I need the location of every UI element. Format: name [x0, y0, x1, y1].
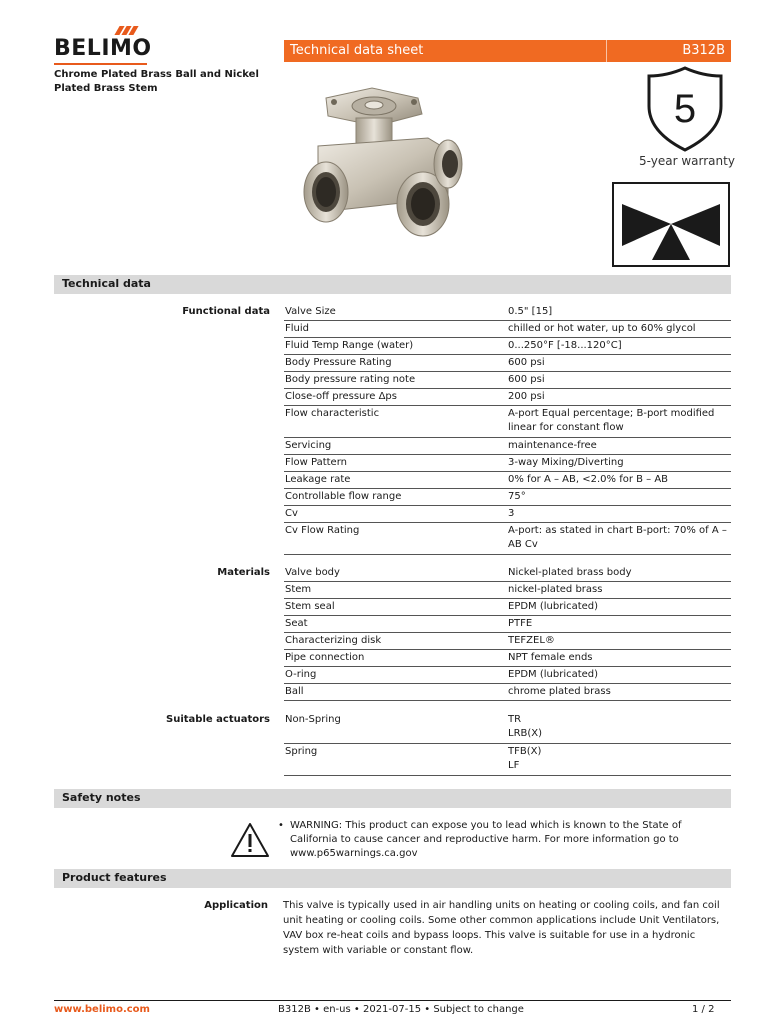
row-values	[508, 745, 732, 773]
section-title: Safety notes	[62, 791, 141, 804]
footer-divider	[54, 1000, 731, 1001]
row-value: PTFE	[508, 618, 533, 629]
valve-product-image	[298, 86, 468, 238]
table-row	[284, 405, 731, 438]
row-label: Body pressure rating note	[285, 374, 416, 385]
row-value: TEFZEL®	[508, 635, 555, 646]
page-number: 1 / 2	[692, 1004, 715, 1015]
belimo-logo	[54, 26, 150, 66]
footer-url-link[interactable]: www.belimo.com	[54, 1004, 150, 1015]
row-label: Spring	[285, 746, 318, 757]
table-row	[284, 522, 731, 555]
table-row	[284, 337, 731, 355]
table-row	[284, 471, 731, 489]
section-title: Product features	[62, 871, 167, 884]
table-row	[284, 454, 731, 472]
row-label: Non-Spring	[285, 714, 341, 725]
table-row	[284, 303, 731, 321]
row-value: LRB(X)	[508, 728, 543, 739]
row-label: Close-off pressure Δps	[285, 391, 397, 402]
warranty-badge	[637, 66, 733, 172]
application-label: Application	[204, 900, 268, 911]
row-value: A-port Equal percentage; B-port modified linear for constant flow	[508, 408, 715, 433]
row-label: Controllable flow range	[285, 491, 402, 502]
table-row	[284, 388, 731, 406]
row-label: Cv Flow Rating	[285, 525, 360, 536]
row-label: Ball	[285, 686, 304, 697]
table-row	[284, 354, 731, 372]
product-subtitle: Chrome Plated Brass Ball and Nickel Plated Brass Stem	[54, 69, 259, 94]
row-value: 0...250°F [-18...120°C]	[508, 340, 622, 351]
row-value: 75°	[508, 491, 526, 502]
table-row	[284, 564, 731, 582]
footer-info: B312B • en-us • 2021-07-15 • Subject to change	[278, 1004, 524, 1015]
row-value: chilled or hot water, up to 60% glycol	[508, 323, 696, 334]
row-value: 600 psi	[508, 374, 545, 385]
table-row	[284, 632, 731, 650]
table-row	[284, 320, 731, 338]
row-label: Stem seal	[285, 601, 335, 612]
row-value: EPDM (lubricated)	[508, 669, 599, 680]
table-row	[284, 581, 731, 599]
row-label: Fluid	[285, 323, 309, 334]
group-suitable-actuators: Suitable actuators	[166, 714, 270, 725]
title-banner	[284, 40, 731, 62]
row-label: Pipe connection	[285, 652, 365, 663]
row-label: Flow Pattern	[285, 457, 347, 468]
row-label: O-ring	[285, 669, 317, 680]
section-product-features	[54, 869, 731, 888]
row-value: 200 psi	[508, 391, 545, 402]
section-title: Technical data	[62, 277, 151, 290]
row-value: nickel-plated brass	[508, 584, 603, 595]
row-label: Fluid Temp Range (water)	[285, 340, 414, 351]
row-label: Valve body	[285, 567, 340, 578]
valve-symbol-icon	[614, 184, 728, 265]
table-row	[284, 615, 731, 633]
row-value: 0.5" [15]	[508, 306, 553, 317]
warning-text: WARNING: This product can expose you to lead which is known to the State of California to cause cancer and reproductive harm. For more information go to www.p65warnings.ca.gov	[290, 820, 682, 859]
table-row	[284, 488, 731, 506]
table-row	[284, 743, 731, 776]
row-label: Leakage rate	[285, 474, 351, 485]
table-row	[284, 666, 731, 684]
table-row	[284, 711, 731, 744]
row-value: Nickel-plated brass body	[508, 567, 632, 578]
product-code: B312B	[682, 43, 725, 58]
row-value: maintenance-free	[508, 440, 597, 451]
table-row	[284, 683, 731, 701]
row-value: EPDM (lubricated)	[508, 601, 599, 612]
group-functional-data: Functional data	[182, 306, 270, 317]
safety-warning	[278, 819, 728, 861]
row-label: Servicing	[285, 440, 332, 451]
application-text: This valve is typically used in air handling units on heating or cooling coils, and fan coil unit heating or cooling coils. Some other common applications include Unit Ventilators, VAV box re-heat coils and bypass loops. This valve is suitable for use in a hydronic system with variable or constant flow.	[283, 900, 720, 956]
row-value: chrome plated brass	[508, 686, 611, 697]
table-row	[284, 649, 731, 667]
row-label: Seat	[285, 618, 308, 629]
row-label: Cv	[285, 508, 298, 519]
row-value: TR	[508, 714, 522, 725]
table-row	[284, 371, 731, 389]
row-label: Body Pressure Rating	[285, 357, 392, 368]
section-safety-notes	[54, 789, 731, 808]
row-value: 0% for A – AB, <2.0% for B – AB	[508, 474, 669, 485]
row-value: 3	[508, 508, 515, 519]
row-value: 600 psi	[508, 357, 545, 368]
bullet: •	[278, 820, 284, 831]
row-value: A-port: as stated in chart B-port: 70% of A – AB Cv	[508, 525, 727, 550]
table-row	[284, 505, 731, 523]
table-row	[284, 437, 731, 455]
row-value: LF	[508, 760, 520, 771]
row-label: Valve Size	[285, 306, 336, 317]
warranty-shield-icon	[637, 66, 733, 152]
warning-triangle-icon	[230, 822, 270, 858]
section-technical-data	[54, 275, 731, 294]
row-label: Stem	[285, 584, 312, 595]
banner-title: Technical data sheet	[290, 43, 424, 58]
row-label: Flow characteristic	[285, 408, 380, 419]
row-value: NPT female ends	[508, 652, 593, 663]
group-materials: Materials	[217, 567, 270, 578]
row-values	[508, 713, 732, 741]
row-value: 3-way Mixing/Diverting	[508, 457, 624, 468]
row-label: Characterizing disk	[285, 635, 382, 646]
table-row	[284, 598, 731, 616]
row-value: TFB(X)	[508, 746, 542, 757]
valve-symbol-box	[612, 182, 730, 267]
warranty-number: 5	[673, 87, 697, 131]
warranty-text: 5-year warranty	[639, 154, 735, 168]
brand-name: BELIMO	[54, 36, 152, 61]
